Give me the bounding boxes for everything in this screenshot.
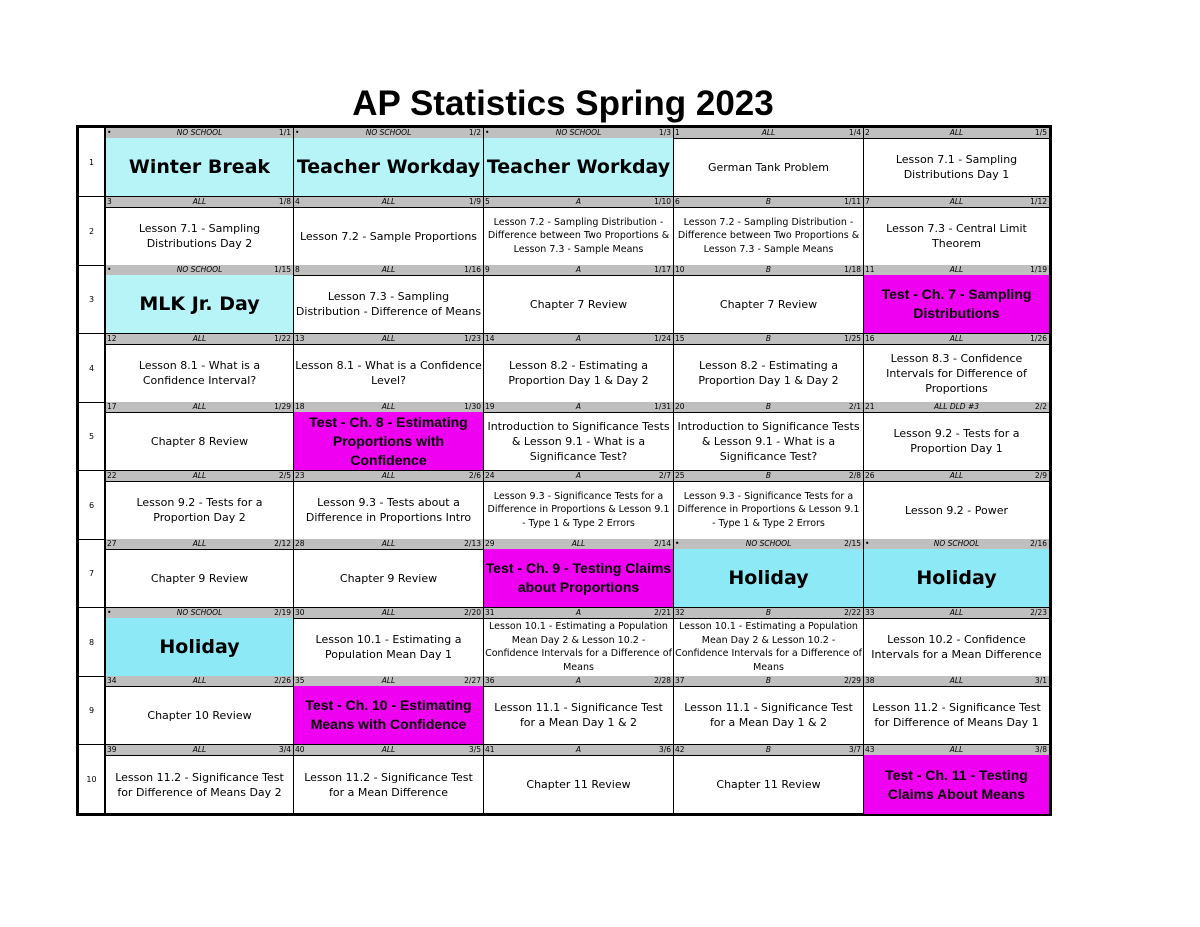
week-row <box>79 128 1049 197</box>
day-type-tag: ALL <box>381 265 396 274</box>
day-date: 2/26 <box>274 676 291 685</box>
day-content: Lesson 8.2 - Estimating a Proportion Day 1 & Day 2 <box>698 359 839 387</box>
day-date: 1/12 <box>1030 197 1047 206</box>
day-cell <box>483 471 673 540</box>
day-date: 2/22 <box>844 608 861 617</box>
day-content: Lesson 11.1 - Significance Test for a Mean Day 1 & 2 <box>684 701 853 729</box>
day-type-tag: B <box>765 402 772 411</box>
day-number: 20 <box>675 402 685 411</box>
day-type-tag: B <box>765 265 772 274</box>
day-date: 1/23 <box>464 334 481 343</box>
day-date: 2/15 <box>844 539 861 548</box>
day-type-tag: ALL <box>192 471 207 480</box>
day-cell <box>106 197 293 266</box>
day-date: 1/4 <box>848 128 861 137</box>
day-content: German Tank Problem <box>708 160 829 174</box>
day-date: 2/27 <box>464 676 481 685</box>
day-number: 4 <box>295 197 300 206</box>
day-number: • <box>295 128 300 137</box>
week-row <box>79 676 1049 745</box>
day-type-tag: ALL <box>949 128 964 137</box>
day-date: 1/8 <box>278 197 291 206</box>
day-content: Chapter 8 Review <box>150 434 249 448</box>
day-type-tag: NO SCHOOL <box>176 265 223 274</box>
day-content: Test - Ch. 11 - Testing Claims About Means <box>864 755 1049 814</box>
day-date: 3/5 <box>468 745 481 754</box>
day-cell <box>673 265 863 334</box>
day-date: 2/12 <box>274 539 291 548</box>
day-type-tag: NO SCHOOL <box>933 539 980 548</box>
day-date: 1/5 <box>1034 128 1047 137</box>
day-type-tag: ALL <box>949 197 964 206</box>
week-number: 1 <box>79 128 106 197</box>
day-cell <box>293 608 483 677</box>
day-content: Lesson 9.3 - Significance Tests for a Difference in Proportions & Lesson 9.1 - Type 1 & Type 2 Errors <box>677 490 860 529</box>
week-number: 3 <box>79 265 106 334</box>
day-content: Lesson 11.2 - Significance Test for Difference of Means Day 1 <box>872 701 1041 729</box>
week-row <box>79 539 1049 608</box>
day-date: 3/6 <box>658 745 671 754</box>
day-number: 16 <box>865 334 875 343</box>
day-date: 1/30 <box>464 402 481 411</box>
day-content: Winter Break <box>106 138 293 196</box>
day-content: Teacher Workday <box>484 138 673 196</box>
day-number: 25 <box>675 471 685 480</box>
day-number: 1 <box>675 128 680 137</box>
day-number: 14 <box>485 334 495 343</box>
day-content: Chapter 7 Review <box>719 297 818 311</box>
day-number: 8 <box>295 265 300 274</box>
day-number: 7 <box>865 197 870 206</box>
day-content: Lesson 9.2 - Tests for a Proportion Day 1 <box>893 427 1020 455</box>
day-type-tag: B <box>765 197 772 206</box>
day-type-tag: ALL <box>949 608 964 617</box>
day-content: Lesson 10.1 - Estimating a Population Mean Day 2 & Lesson 10.2 - Confidence Intervals for a Difference of Means <box>675 621 862 673</box>
day-date: 2/2 <box>1034 402 1047 411</box>
day-number: 15 <box>675 334 685 343</box>
day-content: Lesson 7.1 - Sampling Distributions Day 2 <box>138 222 261 250</box>
day-content: Chapter 10 Review <box>147 708 252 722</box>
day-content: Introduction to Significance Tests & Lesson 9.1 - What is a Significance Test? <box>487 419 670 463</box>
day-date: 2/21 <box>654 608 671 617</box>
day-cell <box>483 402 673 471</box>
day-number: 35 <box>295 676 305 685</box>
day-content: Lesson 11.1 - Significance Test for a Mean Day 1 & 2 <box>494 701 663 729</box>
day-content: Lesson 10.2 - Confidence Intervals for a Mean Difference <box>871 633 1042 661</box>
day-number: • <box>865 539 870 548</box>
day-date: 3/1 <box>1034 676 1047 685</box>
day-type-tag: ALL <box>381 539 396 548</box>
day-date: 1/11 <box>844 197 861 206</box>
day-type-tag: A <box>575 608 582 617</box>
day-cell <box>863 745 1049 814</box>
week-number: 10 <box>79 745 106 814</box>
day-cell <box>863 608 1049 677</box>
day-type-tag: ALL <box>381 197 396 206</box>
day-date: 1/17 <box>654 265 671 274</box>
day-cell <box>106 608 293 677</box>
day-date: 1/2 <box>468 128 481 137</box>
week-row <box>79 471 1049 540</box>
day-cell <box>106 471 293 540</box>
day-type-tag: ALL <box>381 402 396 411</box>
day-type-tag: NO SCHOOL <box>555 128 602 137</box>
day-date: 2/7 <box>658 471 671 480</box>
day-type-tag: B <box>765 676 772 685</box>
day-date: 1/31 <box>654 402 671 411</box>
day-number: 23 <box>295 471 305 480</box>
day-content: Lesson 11.2 - Significance Test for Difference of Means Day 2 <box>115 770 284 799</box>
day-cell <box>483 265 673 334</box>
day-type-tag: ALL <box>192 197 207 206</box>
day-number: • <box>675 539 680 548</box>
day-type-tag: ALL <box>381 608 396 617</box>
day-number: 27 <box>107 539 117 548</box>
day-content: Chapter 7 Review <box>529 297 628 311</box>
day-cell <box>673 402 863 471</box>
day-date: 1/10 <box>654 197 671 206</box>
day-type-tag: A <box>575 334 582 343</box>
day-date: 2/23 <box>1030 608 1047 617</box>
day-number: 17 <box>107 402 117 411</box>
day-type-tag: NO SCHOOL <box>176 128 223 137</box>
day-content: Lesson 9.2 - Power <box>904 503 1009 517</box>
day-content: Lesson 7.2 - Sampling Distribution - Difference between Two Proportions & Lesson 7.3 - Sample Means <box>487 216 670 255</box>
day-date: 1/19 <box>1030 265 1047 274</box>
day-date: 2/6 <box>468 471 481 480</box>
day-content: Chapter 9 Review <box>150 571 249 585</box>
day-content: Test - Ch. 7 - Sampling Distributions <box>864 275 1049 333</box>
day-date: 1/24 <box>654 334 671 343</box>
day-number: 42 <box>675 745 685 754</box>
day-cell <box>293 265 483 334</box>
page-title: AP Statistics Spring 2023 <box>352 84 774 123</box>
day-number: 11 <box>865 265 875 274</box>
day-cell <box>106 128 293 197</box>
day-cell <box>483 128 673 197</box>
day-type-tag: ALL <box>949 471 964 480</box>
day-date: 1/16 <box>464 265 481 274</box>
day-type-tag: ALL DLD #3 <box>933 402 980 411</box>
day-content: Lesson 7.1 - Sampling Distributions Day 1 <box>895 153 1018 181</box>
day-cell <box>293 334 483 403</box>
day-date: 1/9 <box>468 197 481 206</box>
day-cell <box>106 265 293 334</box>
day-content: Test - Ch. 8 - Estimating Proportions with Confidence <box>294 412 483 470</box>
day-number: 10 <box>675 265 685 274</box>
day-number: 33 <box>865 608 875 617</box>
day-number: 9 <box>485 265 490 274</box>
day-cell <box>483 608 673 677</box>
day-date: 3/8 <box>1034 745 1047 754</box>
day-type-tag: ALL <box>192 745 207 754</box>
day-type-tag: ALL <box>761 128 776 137</box>
day-content: Lesson 8.3 - Confidence Intervals for Difference of Proportions <box>886 351 1027 395</box>
day-cell <box>483 334 673 403</box>
week-number: 9 <box>79 676 106 745</box>
day-type-tag: B <box>765 334 772 343</box>
day-cell <box>863 402 1049 471</box>
day-cell <box>673 745 863 814</box>
day-type-tag: A <box>575 402 582 411</box>
day-cell <box>483 539 673 608</box>
week-number: 8 <box>79 608 106 677</box>
day-content: Lesson 8.2 - Estimating a Proportion Day 1 & Day 2 <box>508 359 649 387</box>
day-cell <box>106 402 293 471</box>
day-type-tag: ALL <box>192 676 207 685</box>
day-content: Lesson 9.3 - Significance Tests for a Difference in Proportions & Lesson 9.1 - Type 1 & Type 2 Errors <box>487 490 670 529</box>
day-cell <box>483 676 673 745</box>
day-content: Test - Ch. 10 - Estimating Means with Confidence <box>294 686 483 744</box>
day-date: 1/1 <box>278 128 291 137</box>
day-content: Chapter 11 Review <box>716 778 821 791</box>
day-content: Lesson 7.2 - Sample Proportions <box>299 229 478 243</box>
day-cell <box>293 676 483 745</box>
calendar-grid <box>76 125 1052 816</box>
day-content: Holiday <box>864 549 1049 607</box>
day-content: Chapter 11 Review <box>526 778 631 791</box>
day-type-tag: B <box>765 745 772 754</box>
day-date: 1/29 <box>274 402 291 411</box>
day-number: 28 <box>295 539 305 548</box>
day-type-tag: NO SCHOOL <box>176 608 223 617</box>
day-number: • <box>107 608 112 617</box>
day-type-tag: ALL <box>192 539 207 548</box>
day-date: 2/14 <box>654 539 671 548</box>
day-number: 36 <box>485 676 495 685</box>
day-number: 24 <box>485 471 495 480</box>
day-type-tag: A <box>575 197 582 206</box>
day-cell <box>863 539 1049 608</box>
day-number: 12 <box>107 334 117 343</box>
day-number: 6 <box>675 197 680 206</box>
day-content: Lesson 9.2 - Tests for a Proportion Day 2 <box>136 496 263 524</box>
day-cell <box>673 334 863 403</box>
day-number: 37 <box>675 676 685 685</box>
day-cell <box>293 745 483 814</box>
day-number: 5 <box>485 197 490 206</box>
day-type-tag: ALL <box>192 402 207 411</box>
day-type-tag: NO SCHOOL <box>365 128 412 137</box>
day-content: Teacher Workday <box>294 138 483 196</box>
day-date: 1/26 <box>1030 334 1047 343</box>
day-cell <box>673 197 863 266</box>
day-type-tag: ALL <box>949 676 964 685</box>
day-number: 26 <box>865 471 875 480</box>
day-cell <box>106 334 293 403</box>
day-cell <box>863 197 1049 266</box>
day-content: Lesson 7.3 - Central Limit Theorem <box>886 222 1027 250</box>
day-number: 41 <box>485 745 495 754</box>
day-number: 34 <box>107 676 117 685</box>
day-number: • <box>107 128 112 137</box>
day-date: 1/22 <box>274 334 291 343</box>
day-type-tag: NO SCHOOL <box>745 539 792 548</box>
week-number: 4 <box>79 334 106 403</box>
day-cell <box>106 539 293 608</box>
week-row <box>79 265 1049 334</box>
day-content: Holiday <box>674 549 863 607</box>
day-cell <box>293 128 483 197</box>
day-date: 1/3 <box>658 128 671 137</box>
day-number: 18 <box>295 402 305 411</box>
day-number: 22 <box>107 471 117 480</box>
day-type-tag: ALL <box>192 334 207 343</box>
day-number: 2 <box>865 128 870 137</box>
day-content: Lesson 10.1 - Estimating a Population Mean Day 1 <box>315 633 462 661</box>
day-content: Holiday <box>106 618 293 676</box>
day-cell <box>106 676 293 745</box>
day-date: 2/19 <box>274 608 291 617</box>
week-number: 2 <box>79 197 106 266</box>
day-type-tag: ALL <box>381 471 396 480</box>
day-type-tag: ALL <box>949 334 964 343</box>
day-number: 39 <box>107 745 117 754</box>
day-cell <box>293 402 483 471</box>
day-number: 32 <box>675 608 685 617</box>
day-content: Test - Ch. 9 - Testing Claims about Proportions <box>484 549 673 607</box>
day-type-tag: ALL <box>949 745 964 754</box>
day-cell <box>106 745 293 814</box>
day-number: 19 <box>485 402 495 411</box>
day-number: 30 <box>295 608 305 617</box>
day-cell <box>673 539 863 608</box>
day-type-tag: ALL <box>949 265 964 274</box>
day-date: 2/5 <box>278 471 291 480</box>
day-date: 2/28 <box>654 676 671 685</box>
day-cell <box>863 334 1049 403</box>
day-content: Lesson 9.3 - Tests about a Difference in Proportions Intro <box>305 496 472 524</box>
day-type-tag: A <box>575 676 582 685</box>
day-content: Lesson 8.1 - What is a Confidence Level? <box>295 359 482 387</box>
day-type-tag: B <box>765 471 772 480</box>
day-content: Lesson 10.1 - Estimating a Population Mean Day 2 & Lesson 10.2 - Confidence Intervals for a Difference of Means <box>485 621 672 673</box>
day-date: 2/1 <box>848 402 861 411</box>
day-type-tag: A <box>575 471 582 480</box>
week-number: 7 <box>79 539 106 608</box>
day-number: 21 <box>865 402 875 411</box>
day-cell <box>673 676 863 745</box>
day-number: • <box>107 265 112 274</box>
day-cell <box>293 539 483 608</box>
day-date: 3/4 <box>278 745 291 754</box>
day-date: 3/7 <box>848 745 861 754</box>
week-number: 5 <box>79 402 106 471</box>
day-number: 43 <box>865 745 875 754</box>
day-content: Lesson 7.2 - Sampling Distribution - Difference between Two Proportions & Lesson 7.3 - Sample Means <box>677 216 860 255</box>
day-cell <box>293 471 483 540</box>
day-number: 29 <box>485 539 495 548</box>
day-date: 2/13 <box>464 539 481 548</box>
day-cell <box>293 197 483 266</box>
day-cell <box>673 128 863 197</box>
day-content: Introduction to Significance Tests & Lesson 9.1 - What is a Significance Test? <box>677 419 860 463</box>
day-date: 2/20 <box>464 608 481 617</box>
day-date: 2/8 <box>848 471 861 480</box>
day-content: Lesson 8.1 - What is a Confidence Interval? <box>138 359 261 387</box>
day-cell <box>483 197 673 266</box>
day-content: Chapter 9 Review <box>339 571 438 585</box>
day-number: 31 <box>485 608 495 617</box>
week-row <box>79 745 1049 814</box>
week-row <box>79 608 1049 677</box>
day-cell <box>673 471 863 540</box>
day-content: Lesson 11.2 - Significance Test for a Mean Difference <box>304 770 473 799</box>
day-type-tag: ALL <box>381 334 396 343</box>
day-date: 1/18 <box>844 265 861 274</box>
day-type-tag: ALL <box>381 745 396 754</box>
day-cell <box>863 676 1049 745</box>
week-row <box>79 402 1049 471</box>
day-number: • <box>485 128 490 137</box>
day-type-tag: A <box>575 745 582 754</box>
day-number: 3 <box>107 197 112 206</box>
day-cell <box>863 265 1049 334</box>
day-type-tag: ALL <box>571 539 586 548</box>
day-cell <box>483 745 673 814</box>
day-cell <box>863 128 1049 197</box>
day-date: 2/9 <box>1034 471 1047 480</box>
day-number: 38 <box>865 676 875 685</box>
day-date: 1/15 <box>274 265 291 274</box>
day-type-tag: A <box>575 265 582 274</box>
day-date: 2/16 <box>1030 539 1047 548</box>
day-cell <box>673 608 863 677</box>
week-number: 6 <box>79 471 106 540</box>
day-content: Lesson 7.3 - Sampling Distribution - Difference of Means <box>295 290 482 318</box>
day-content: MLK Jr. Day <box>106 275 293 333</box>
week-row <box>79 334 1049 403</box>
day-date: 2/29 <box>844 676 861 685</box>
day-number: 13 <box>295 334 305 343</box>
day-cell <box>863 471 1049 540</box>
day-date: 1/25 <box>844 334 861 343</box>
week-row <box>79 197 1049 266</box>
day-number: 40 <box>295 745 305 754</box>
day-type-tag: ALL <box>381 676 396 685</box>
day-type-tag: B <box>765 608 772 617</box>
